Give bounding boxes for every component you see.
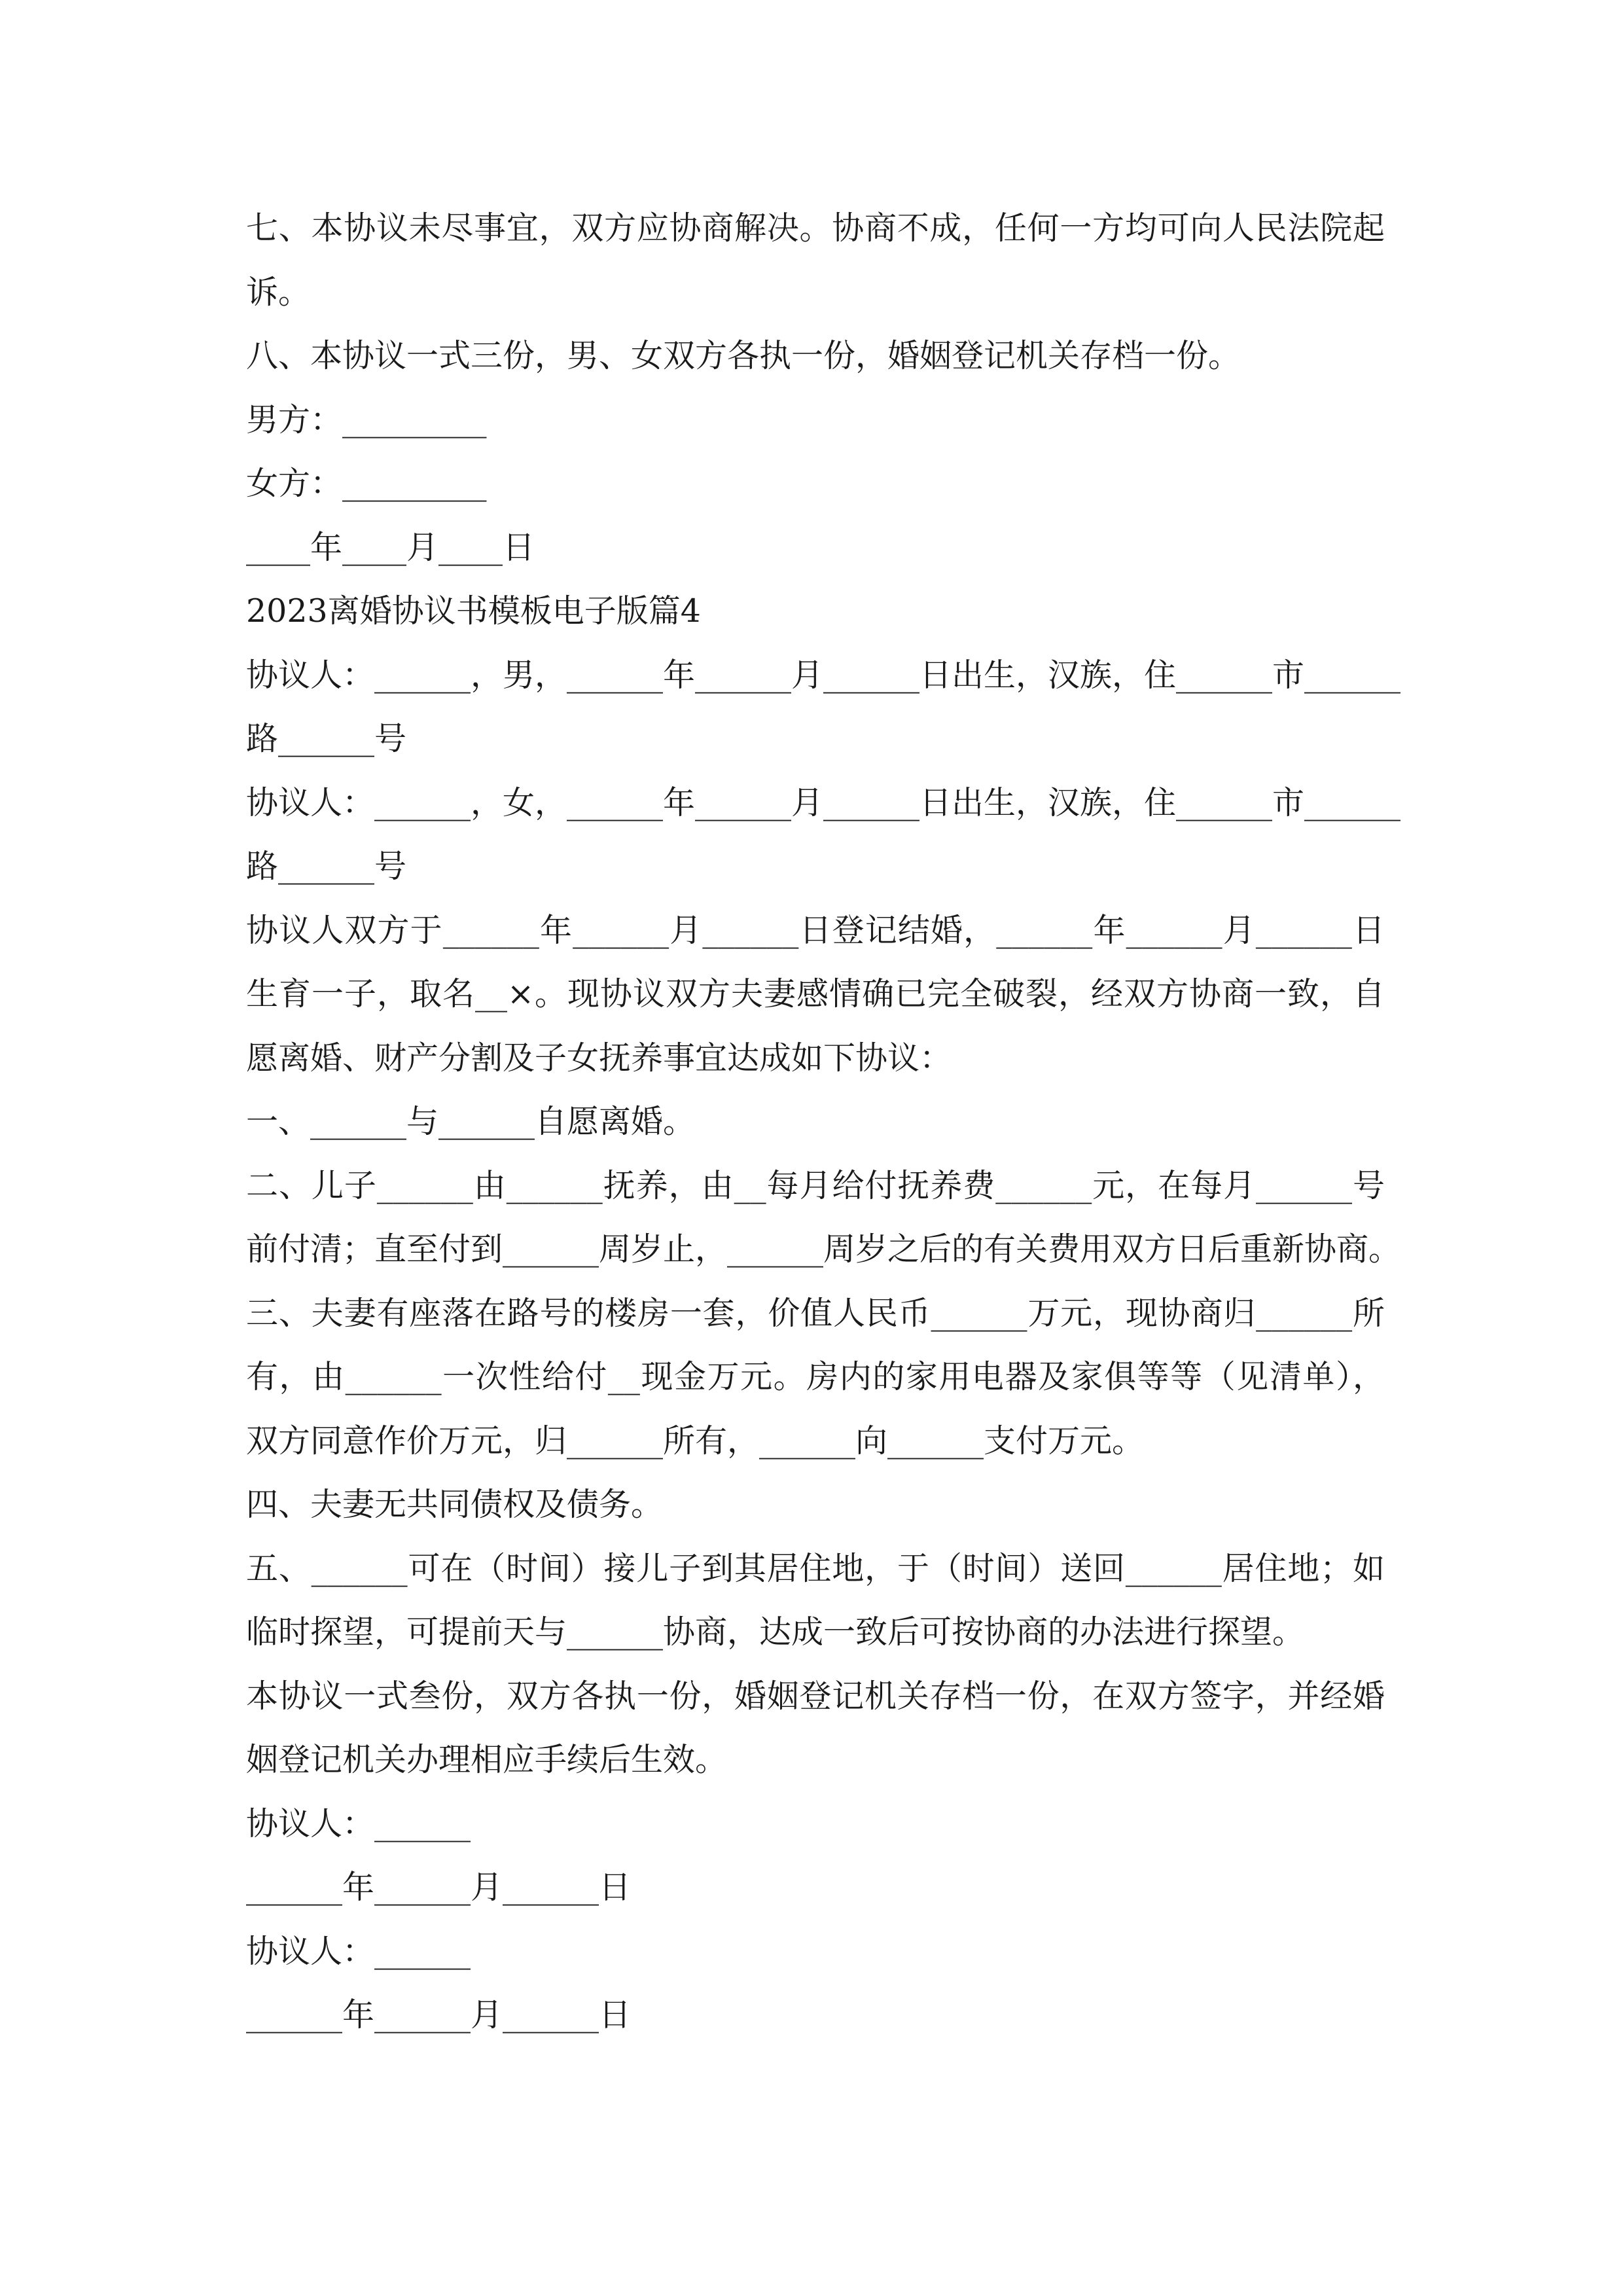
party-male-line-2: 路______号 — [246, 720, 407, 757]
preamble-line-3: 愿离婚、财产分割及子女抚养事宜达成如下协议： — [246, 1039, 952, 1077]
article-4: 四、夫妻无共同债权及债务。 — [246, 1486, 664, 1523]
article-3-line-3: 双方同意作价万元，归______所有，______向______支付万元。 — [246, 1422, 1145, 1460]
male-signature: 男方：_________ — [246, 401, 487, 439]
closing-line-2: 姻登记机关办理相应手续后生效。 — [246, 1741, 728, 1778]
clause-7-line-1: 七、本协议未尽事宜，双方应协商解决。协商不成，任何一方均可向人民法院起 — [246, 209, 1385, 247]
article-2-line-2: 前付清；直至付到______周岁止，______周岁之后的有关费用双方日后重新协商。 — [246, 1230, 1401, 1268]
party-female-line-2: 路______号 — [246, 848, 407, 885]
party-signature-1: 协议人：______ — [246, 1804, 471, 1842]
article-3-line-1: 三、夫妻有座落在路号的楼房一套，价值人民币______万元，现协商归______所 — [246, 1294, 1385, 1332]
female-signature: 女方：_________ — [246, 465, 487, 502]
article-2-line-1: 二、儿子______由______抚养，由__每月给付抚养费______元，在每月______号 — [246, 1166, 1385, 1204]
section-title: 2023离婚协议书模板电子版篇4 — [246, 592, 701, 630]
preamble-line-2: 生育一子，取名__×。现协议双方夫妻感情确已完全破裂，经双方协商一致，自 — [246, 975, 1385, 1013]
party-date-2: ______年______月______日 — [246, 1996, 632, 2034]
document-body — [246, 196, 1401, 2047]
preamble-line-1: 协议人双方于______年______月______日登记结婚，______年______月______日 — [246, 911, 1385, 949]
party-signature-2: 协议人：______ — [246, 1932, 471, 1970]
closing-line-1: 本协议一式叁份，双方各执一份，婚姻登记机关存档一份，在双方签字，并经婚 — [246, 1677, 1385, 1715]
article-5-line-1: 五、______可在（时间）接儿子到其居住地，于（时间）送回______居住地；如 — [246, 1549, 1385, 1587]
article-5-line-2: 临时探望，可提前天与______协商，达成一致后可按协商的办法进行探望。 — [246, 1613, 1305, 1651]
party-male-line-1: 协议人：______，男，______年______月______日出生，汉族，住______市______ — [246, 656, 1401, 694]
party-female-line-1: 协议人：______，女，______年______月______日出生，汉族，住______市______ — [246, 783, 1401, 821]
party-date-1: ______年______月______日 — [246, 1869, 632, 1906]
clause-7-line-2: 诉。 — [246, 273, 311, 311]
article-1: 一、______与______自愿离婚。 — [246, 1103, 696, 1140]
article-3-line-2: 有，由______一次性给付__现金万元。房内的家用电器及家俱等等（见清单）， — [246, 1358, 1385, 1395]
signature-date: ____年____月____日 — [246, 528, 535, 566]
clause-8: 八、本协议一式三份，男、女双方各执一份，婚姻登记机关存档一份。 — [246, 337, 1241, 374]
